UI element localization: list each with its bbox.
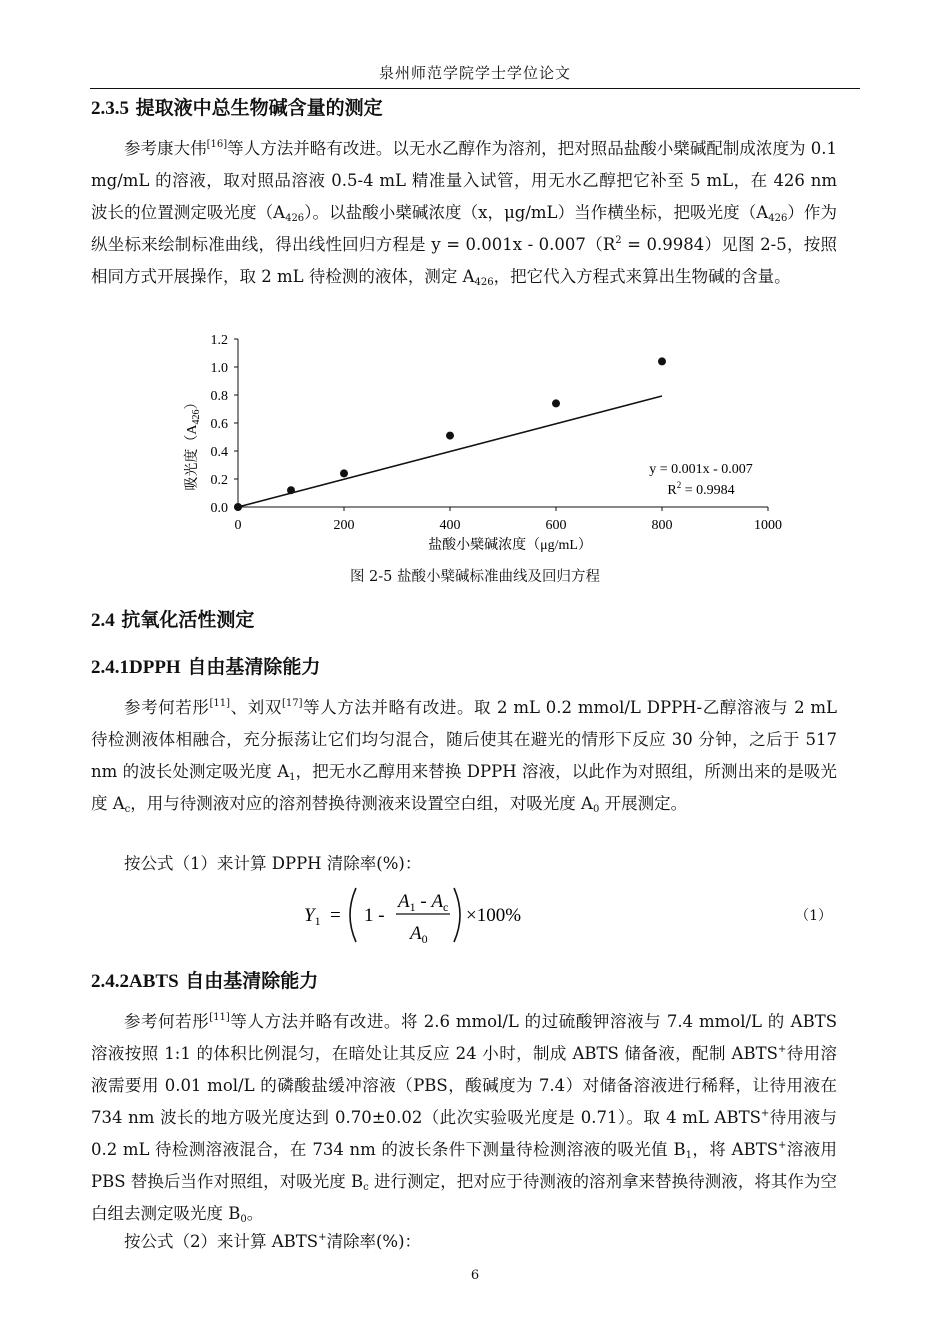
paragraph-dpph-method [91,692,837,820]
formula-intro-1: 按公式（1）来计算 DPPH 清除率(%)： [124,854,422,873]
y-tick-label: 0.4 [210,445,228,460]
superscript: + [318,1232,327,1243]
x-axis-label: 盐酸小檗碱浓度（μg/mL） [428,538,592,553]
citation: [11] [209,1012,230,1023]
text-run: 参考何若彤 [124,698,210,717]
subscript: c [124,804,131,815]
subscript: 426 [768,213,788,224]
data-points [234,357,666,511]
subscript: 1 [685,1150,692,1161]
section-heading-2-4-1 [91,652,320,679]
section-title: 提取液中总生物碱含量的测定 [135,97,383,119]
data-point [287,486,295,494]
section-number: 2.3.5 [91,98,129,119]
subscript: c [363,1182,369,1193]
superscript: + [760,1108,770,1119]
text-run: 开展测定。 [599,794,688,813]
text-run: ）作为纵坐标来绘制标准曲线，得出线性回归方程是 y = 0.001x - 0.007（R [91,203,837,254]
section-title: 自由基清除能力 [180,656,321,678]
y-tick-label: 0.8 [210,389,228,404]
page-number: 6 [470,1268,480,1283]
data-point [446,432,454,440]
standard-curve-chart [170,325,810,560]
y-tick-label: 0.0 [210,501,228,516]
paragraph-abts-method [91,1006,837,1230]
y-tick-label: 0.6 [210,417,228,432]
text-run: 。 [246,1204,264,1223]
x-tick-label: 600 [545,518,567,533]
text-run: 清除率(%)： [326,1232,422,1251]
svg-text:×100%: ×100% [466,905,522,926]
svg-text:A0: $A_0$ [410,923,428,946]
formula-intro-2 [91,1226,837,1258]
text-run: 进行测定，把对应于待测液的溶剂拿来替换待测液，将其作为空白组去测定吸光度 B [91,1172,837,1223]
data-point [658,357,666,365]
x-ticks [235,507,783,533]
citation: [11] [209,698,231,709]
section-number: 2.4.1DPPH [91,657,181,678]
section-number: 2.4 [91,610,115,631]
subscript: 0 [240,1214,247,1225]
svg-text:A1 - Ac: $A_1 - A_c$ [398,891,449,914]
y-axis-label: 吸光度$(A_{426})$ [185,395,202,491]
data-point [234,503,242,511]
data-point [340,469,348,477]
regression-line [238,396,662,507]
x-tick-label: 0 [234,518,242,533]
data-point [552,399,560,407]
subscript: 0 [592,804,600,815]
section-heading-2-4-2 [91,966,318,993]
citation: [16] [206,139,228,150]
x-tick-label: 800 [651,518,673,533]
subscript: 1 [289,772,296,783]
section-heading-2-3-5 [91,93,383,120]
svg-text:1 -: 1 - [364,905,385,926]
text-run: 待用溶液需要用 0.01 mol/L 的磷酸盐缓冲溶液（PBS，酸碱度为 7.4）对储备溶液进行稀释，让待用液在 734 nm 波长的地方吸光度达到 0.70±0.02（此次实验吸光度是 0.71）。取 4 mL ABTS [91,1044,838,1127]
subscript: 426 [285,213,305,224]
svg-text:=: = [330,905,341,926]
text-run: 等人方法并略有改进。取 2 mL 0.2 mmol/L DPPH-乙醇溶液与 2 mL 待检测液体相融合，充分振荡让它们均匀混合，随后使其在避光的情形下反应 30 分钟，之后于 517 nm 的波长处测定吸光度 A [91,698,838,781]
chart-axes [238,339,768,507]
running-header: 泉州师范学院学士学位论文 [378,64,571,82]
text-run: 等人方法并略有改进。以无水乙醇作为溶剂，把对照品盐酸小檗碱配制成浓度为 0.1 mg/mL 的溶液，取对照品溶液 0.5-4 mL 精准量入试管，用无水乙醇把它补至 5 mL，在 426 nm 波长的位置测定吸光度（A [91,139,837,222]
text-run: 等人方法并略有改进。将 2.6 mmol/L 的过硫酸钾溶液与 7.4 mmol/L 的 ABTS 溶液按照 1:1 的体积比例混匀，在暗处让其反应 24 小时，制成 ABTS 储备液，配制 ABTS [91,1012,838,1063]
text-run: = 0.9984）见图 2-5，按照相同方式开展操作，取 2 mL 待检测的液体，测定 A [91,235,837,286]
equation-number-1: （1） [795,908,832,924]
text-run: 参考何若彤 [124,1012,210,1031]
section-title: 自由基清除能力 [178,970,319,992]
y-tick-label: 0.2 [210,473,228,488]
text-run: 溶液用 PBS 替换后当作对照组，对吸光度 B [91,1140,837,1191]
paragraph-alkaloid-method [91,133,837,293]
text-run: ，用与待测液对应的溶剂替换待测液来设置空白组，对吸光度 A [130,794,593,813]
y-ticks [211,333,239,516]
regression-equation: y = 0.001x - 0.007 [649,462,753,477]
text-run: ，把无水乙醇用来替换 DPPH 溶液，以此作为对照组，所测出来的是吸光度 A [91,762,838,813]
section-title: 抗氧化活性测定 [121,609,255,631]
superscript: + [778,1140,787,1151]
subscript: 426 [474,277,494,288]
superscript: 2 [615,235,622,246]
x-tick-label: 400 [439,518,461,533]
y-tick-label: 1.2 [210,333,228,348]
text-run: 参考康大伟 [124,139,207,158]
svg-text:Y1: $Y_1$ [304,905,321,928]
citation: [17] [281,698,303,709]
formula-dpph [300,882,630,948]
x-tick-label: 200 [333,518,355,533]
header-rule [90,88,860,89]
text-run: ，把它代入方程式来算出生物碱的含量。 [493,267,791,286]
text-run: 按公式（2）来计算 ABTS [124,1232,319,1251]
text-run: ）。以盐酸小檗碱浓度（x，μg/mL）当作横坐标，把吸光度（A [304,203,769,222]
section-heading-2-4 [91,605,254,632]
x-tick-label: 1000 [754,518,782,533]
text-run: 待用液与 0.2 mL 待检测溶液混合，在 734 nm 的波长条件下测量待检测溶液的吸光值 B [91,1108,837,1159]
section-number: 2.4.2ABTS [91,971,179,992]
r-squared: $R^2 = 0.9984$ [667,480,735,498]
text-run: 、刘双 [230,698,282,717]
y-tick-label: 1.0 [210,361,228,376]
text-run: ，将 ABTS [692,1140,779,1159]
figure-caption: 图 2-5 盐酸小檗碱标准曲线及回归方程 [349,569,601,585]
superscript: + [777,1044,787,1055]
